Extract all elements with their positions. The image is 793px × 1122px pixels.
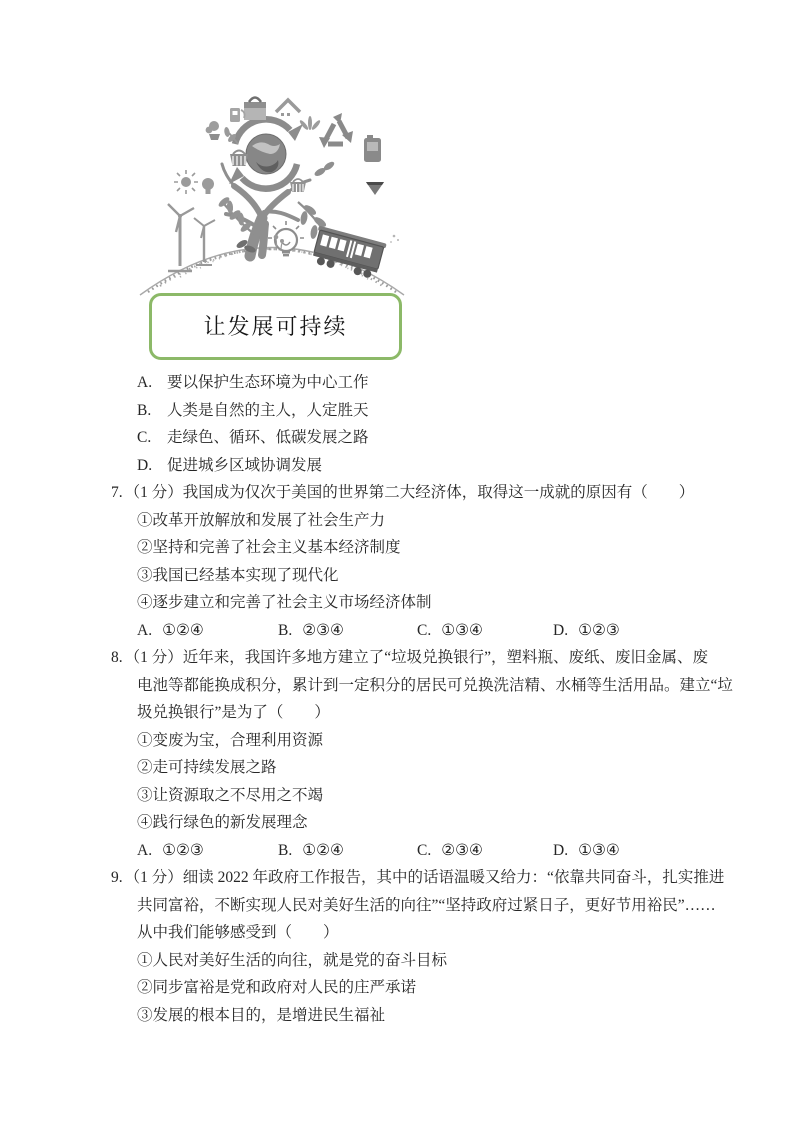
choice-letter: C. <box>417 841 432 859</box>
choice-letter: A. <box>137 841 153 859</box>
cone-icon <box>366 182 384 195</box>
q7-choice-a <box>137 617 278 645</box>
item-text: ③发展的根本目的，是增进民生福祉 <box>137 1006 386 1024</box>
option-line-b <box>137 397 777 425</box>
house-icon <box>276 100 300 116</box>
eco-tree-illustration <box>138 86 408 298</box>
globe-icon <box>246 134 286 174</box>
question-text-block <box>111 369 777 1029</box>
bulb-icon <box>202 178 214 194</box>
choice-value: ②③④ <box>441 841 483 859</box>
choice-letter: D. <box>553 621 569 639</box>
fuel-pump-icon <box>230 108 245 122</box>
q8-stem-text: 近年来，我国许多地方建立了“垃圾兑换银行”，塑料瓶、废纸、废旧金属、废 <box>182 649 709 666</box>
choice-letter: B. <box>278 841 293 859</box>
option-text: 促进城乡区域协调发展 <box>167 456 323 474</box>
option-line-a <box>137 369 777 397</box>
q7-item-2 <box>137 534 777 562</box>
choice-value: ①②③ <box>578 621 620 639</box>
q8-item-4 <box>137 809 777 837</box>
slogan-banner <box>149 293 402 360</box>
sun-icon <box>174 170 198 194</box>
q8-choice-d <box>553 837 620 865</box>
q8-item-3 <box>137 782 777 810</box>
q9-stem-line-1 <box>111 864 777 892</box>
choice-value: ①②④ <box>302 841 344 859</box>
q8-item-1 <box>137 727 777 755</box>
q7-number: 7. <box>111 484 123 501</box>
option-letter: B. <box>137 401 152 419</box>
q9-stem-text: 共同富裕，不断实现人民对美好生活的向往”“坚持政府过紧日子，更好节用裕民”…… <box>137 896 716 914</box>
leaf-icon <box>299 116 322 131</box>
q8-item-2 <box>137 754 777 782</box>
q7-score: （1 分） <box>124 484 183 501</box>
q8-stem-text: 电池等都能换成积分，累计到一定积分的居民可兑换洗洁精、水桶等生活用品。建立“垃 <box>137 676 733 694</box>
q9-score: （1 分） <box>124 869 183 886</box>
q8-number: 8. <box>111 649 123 666</box>
item-text: ④逐步建立和完善了社会主义市场经济体制 <box>137 594 432 611</box>
canister-icon <box>364 135 381 162</box>
option-line-c <box>137 424 777 452</box>
item-text: ③让资源取之不尽用之不竭 <box>137 786 324 804</box>
q8-stem-line-3 <box>137 699 777 727</box>
q7-choices-row <box>137 617 777 645</box>
q8-choice-a <box>137 837 278 865</box>
q7-stem <box>111 479 777 507</box>
option-text: 人类是自然的主人，人定胜天 <box>167 401 369 419</box>
wind-turbine-icon <box>168 204 215 271</box>
choice-value: ①③④ <box>578 841 620 859</box>
sparkle-dots <box>390 235 399 243</box>
option-letter: C. <box>137 429 152 446</box>
basket-icon <box>230 151 248 167</box>
option-line-d <box>137 452 777 480</box>
recycle-icon <box>319 113 353 148</box>
q9-number: 9. <box>111 869 123 886</box>
q7-item-1 <box>137 507 777 535</box>
item-text: ①改革开放解放和发展了社会生产力 <box>137 511 386 529</box>
item-text: ②坚持和完善了社会主义基本经济制度 <box>137 539 401 556</box>
q8-choice-b <box>278 837 417 865</box>
q9-item-1 <box>137 947 777 975</box>
choice-value: ②③④ <box>302 621 344 639</box>
option-text: 走绿色、循环、低碳发展之路 <box>167 429 369 446</box>
choice-value: ①②③ <box>162 841 204 859</box>
item-text: ①变废为宝，合理利用资源 <box>137 731 324 749</box>
q8-score: （1 分） <box>124 649 183 666</box>
q8-choices-row <box>137 837 777 865</box>
q7-stem-text: 我国成为仅次于美国的世界第二大经济体，取得这一成就的原因有（ ） <box>182 484 695 501</box>
q9-item-3 <box>137 1002 777 1030</box>
choice-value: ①③④ <box>441 621 483 639</box>
option-text: 要以保护生态环境为中心工作 <box>167 374 369 391</box>
item-text: ④践行绿色的新发展理念 <box>137 814 308 831</box>
q9-item-2 <box>137 974 777 1002</box>
option-letter: A. <box>137 374 153 391</box>
q7-choice-c <box>417 617 553 645</box>
q7-item-4 <box>137 589 777 617</box>
q8-stem-text: 圾兑换银行”是为了（ ） <box>137 704 330 721</box>
q9-stem-text: 从中我们能够感受到（ ） <box>137 924 339 941</box>
choice-letter: B. <box>278 621 293 639</box>
item-text: ②走可持续发展之路 <box>137 759 277 776</box>
option-letter: D. <box>137 456 153 474</box>
item-text: ②同步富裕是党和政府对人民的庄严承诺 <box>137 979 417 996</box>
choice-letter: C. <box>417 621 432 639</box>
train-icon <box>309 226 386 281</box>
q9-stem-text: 细读 2022 年政府工作报告，其中的话语温暖又给力：“依靠共同奋斗，扎实推进 <box>182 869 725 886</box>
q8-choice-c <box>417 837 553 865</box>
q7-choice-d <box>553 617 620 645</box>
q9-stem-line-2 <box>137 892 777 920</box>
item-text: ③我国已经基本实现了现代化 <box>137 566 339 584</box>
choice-value: ①②④ <box>162 621 204 639</box>
choice-letter: D. <box>553 841 569 859</box>
potted-plant-icon <box>206 121 220 140</box>
choice-letter: A. <box>137 621 153 639</box>
slogan-text: 让发展可持续 <box>203 314 348 339</box>
q9-stem-line-3 <box>137 919 777 947</box>
shopping-bag-icon <box>244 98 266 121</box>
q8-stem-line-2 <box>137 672 777 700</box>
q7-choice-b <box>278 617 417 645</box>
q7-item-3 <box>137 562 777 590</box>
q8-stem-line-1 <box>111 644 777 672</box>
item-text: ①人民对美好生活的向往，就是党的奋斗目标 <box>137 951 448 969</box>
